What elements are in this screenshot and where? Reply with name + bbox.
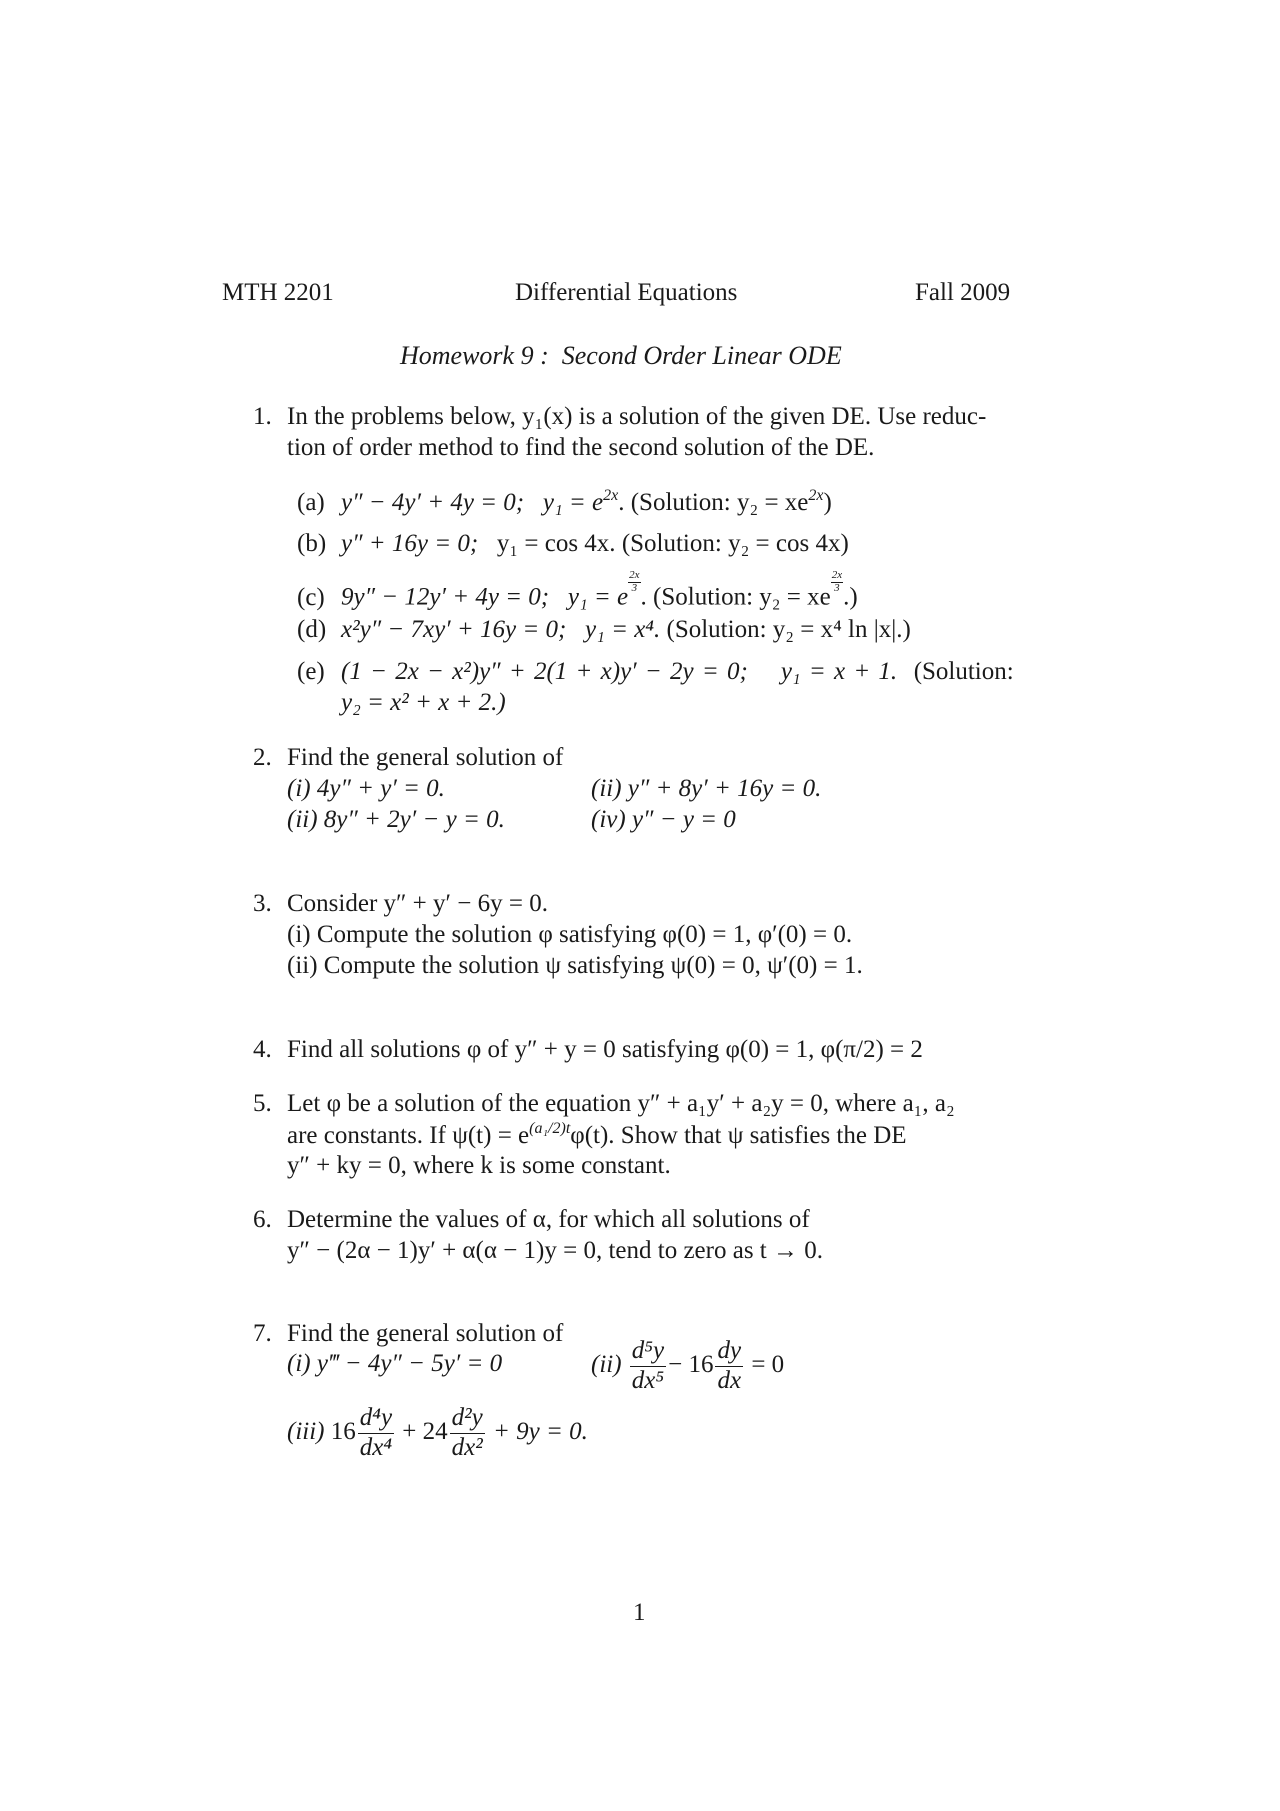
exponent: (a₁/2)t bbox=[529, 1120, 571, 1137]
answer: (Solution: y₂ = cos 4x) bbox=[621, 530, 849, 557]
problem-text: Find the general solution of bbox=[287, 1320, 564, 1347]
answer-tail: ) bbox=[823, 489, 832, 516]
item-label: (a) bbox=[297, 489, 325, 516]
problem-number: 4. bbox=[253, 1036, 272, 1063]
fraction bbox=[358, 1404, 394, 1463]
part-label: (i) bbox=[287, 775, 311, 802]
problem-number: 2. bbox=[253, 744, 272, 771]
fraction-numerator: d⁵y bbox=[630, 1337, 666, 1367]
equation: 4y″ + y′ = 0. bbox=[316, 775, 445, 802]
fraction-numerator: d²y bbox=[450, 1404, 485, 1434]
fraction-denominator: dx bbox=[717, 1366, 742, 1394]
problem-7 bbox=[253, 1318, 563, 1349]
part-label: (i) bbox=[287, 1350, 311, 1377]
problem-1-line1 bbox=[253, 401, 986, 432]
problem-1-item-d bbox=[297, 614, 911, 645]
problem-3-part-1: (i) Compute the solution φ satisfying φ(0) = 1, φ′(0) = 0. bbox=[287, 921, 853, 948]
answer: . (Solution: y₂ = xe bbox=[618, 489, 809, 516]
problem-1-item-c bbox=[297, 570, 858, 613]
problem-number: 7. bbox=[253, 1320, 272, 1347]
course-code: MTH 2201 bbox=[222, 279, 334, 306]
problem-text: In the problems below, y₁(x) is a solution of the given DE. Use reduc- bbox=[287, 403, 987, 430]
fraction-denominator: dx⁵ bbox=[631, 1366, 665, 1394]
problem-7-part-ii bbox=[591, 1337, 784, 1396]
given-solution: y₁ = x⁴. bbox=[585, 616, 661, 643]
equation: y″ − y = 0 bbox=[631, 806, 736, 833]
problem-number: 5. bbox=[253, 1090, 272, 1117]
problem-3 bbox=[253, 888, 548, 919]
homework-title-prefix: Homework 9 : bbox=[400, 341, 549, 370]
item-label: (c) bbox=[297, 583, 325, 611]
problem-text: Find all solutions φ of y″ + y = 0 satisfying φ(0) = 1, φ(π/2) = 2 bbox=[287, 1036, 923, 1063]
problem-4 bbox=[253, 1034, 923, 1065]
problem-text: Determine the values of α, for which all solutions of bbox=[287, 1206, 810, 1233]
problem-1-item-b bbox=[297, 528, 849, 559]
fraction bbox=[630, 1337, 666, 1396]
problem-1-item-e-answer: y₂ = x² + x + 2.) bbox=[341, 689, 506, 716]
equation: x²y″ − 7xy′ + 16y = 0; bbox=[341, 616, 567, 643]
given-solution: y₁ = cos 4x. bbox=[496, 530, 616, 557]
fraction bbox=[450, 1404, 485, 1463]
equation-end: + 9y = 0. bbox=[493, 1417, 588, 1445]
given-solution: y₁ = e bbox=[567, 583, 629, 611]
equation-end: = 0 bbox=[751, 1350, 785, 1378]
fraction bbox=[715, 1337, 743, 1396]
given-solution: y₁ = e bbox=[542, 489, 604, 516]
answer-tail: .) bbox=[843, 583, 858, 611]
problem-5-line2 bbox=[287, 1119, 907, 1151]
exponent: 2x bbox=[808, 487, 824, 504]
problem-3-part-2: (ii) Compute the solution ψ satisfying ψ(0) = 0, ψ′(0) = 1. bbox=[287, 952, 863, 979]
problem-5-line3: y″ + ky = 0, where k is some constant. bbox=[287, 1152, 671, 1179]
part-label: (iv) bbox=[591, 806, 626, 833]
problem-1-item-a bbox=[297, 486, 832, 518]
fraction-denominator: dx⁴ bbox=[359, 1433, 393, 1461]
part-label: (iii) bbox=[287, 1417, 325, 1445]
item-label: (b) bbox=[297, 530, 327, 557]
fraction-denominator: dx² bbox=[451, 1433, 483, 1461]
page-number: 1 bbox=[633, 1599, 646, 1626]
equation: y‴ − 4y″ − 5y′ = 0 bbox=[316, 1350, 503, 1377]
operator: − 16 bbox=[668, 1350, 714, 1378]
answer: (Solution: y₂ = x⁴ ln |x|.) bbox=[666, 616, 911, 643]
fraction-numerator: d⁴y bbox=[358, 1404, 394, 1434]
item-label: (e) bbox=[297, 658, 325, 685]
course-subject: Differential Equations bbox=[515, 279, 738, 306]
equation: (1 − 2x − x²)y″ + 2(1 + x)y′ − 2y = 0; bbox=[341, 658, 748, 685]
problem-2 bbox=[253, 742, 563, 773]
given-solution: y₁ = x + 1. bbox=[780, 658, 898, 685]
homework-title bbox=[400, 340, 842, 373]
problem-text: are constants. If ψ(t) = e bbox=[287, 1122, 530, 1149]
problem-number: 1. bbox=[253, 403, 272, 430]
problem-text: Let φ be a solution of the equation y″ + a₁y′ + a₂y = 0, where a₁, a₂ bbox=[287, 1090, 955, 1117]
problem-6-line1 bbox=[253, 1204, 810, 1235]
problem-text: Consider y″ + y′ − 6y = 0. bbox=[287, 890, 548, 917]
problem-text: Find the general solution of bbox=[287, 744, 564, 771]
answer: (Solution: bbox=[913, 658, 1014, 685]
part-label: (ii) bbox=[287, 806, 318, 833]
fraction-denominator: 3 bbox=[834, 581, 840, 594]
fraction-numerator: dy bbox=[715, 1337, 743, 1367]
term: Fall 2009 bbox=[915, 279, 1011, 306]
item-label: (d) bbox=[297, 616, 327, 643]
exponent: 2x bbox=[603, 487, 619, 504]
exponent-fraction bbox=[831, 570, 843, 594]
problem-1-line2: tion of order method to find the second solution of the DE. bbox=[287, 434, 875, 461]
fraction-numerator: 2x bbox=[629, 569, 640, 581]
coefficient: 16 bbox=[330, 1417, 356, 1445]
equation: y″ + 16y = 0; bbox=[341, 530, 479, 557]
problem-5-line1 bbox=[253, 1088, 955, 1119]
equation: 8y″ + 2y′ − y = 0. bbox=[323, 806, 505, 833]
problem-2-part-1 bbox=[287, 773, 445, 804]
problem-2-part-4 bbox=[591, 804, 736, 835]
problem-7-part-i bbox=[287, 1349, 502, 1379]
part-label: (ii) bbox=[591, 1350, 622, 1378]
fraction-denominator: 3 bbox=[631, 581, 638, 594]
problem-7-part-iii bbox=[287, 1404, 588, 1463]
problem-number: 3. bbox=[253, 890, 272, 917]
problem-1-item-e bbox=[297, 656, 1014, 687]
part-label: (ii) bbox=[591, 775, 622, 802]
problem-text: φ(t). Show that ψ satisfies the DE bbox=[570, 1122, 907, 1149]
exponent-fraction bbox=[628, 570, 640, 594]
equation: y″ − 4y′ + 4y = 0; bbox=[341, 489, 525, 516]
problem-6-line2: y″ − (2α − 1)y′ + α(α − 1)y = 0, tend to zero as t → 0. bbox=[287, 1237, 823, 1264]
equation: 9y″ − 12y′ + 4y = 0; bbox=[341, 583, 550, 611]
answer: . (Solution: y₂ = xe bbox=[640, 583, 831, 611]
equation: y″ + 8y′ + 16y = 0. bbox=[627, 775, 822, 802]
problem-2-part-3 bbox=[287, 804, 505, 835]
fraction-numerator: 2x bbox=[831, 569, 843, 581]
problem-2-part-2 bbox=[591, 773, 821, 804]
homework-title-topic: Second Order Linear ODE bbox=[561, 341, 842, 370]
coefficient: + 24 bbox=[402, 1417, 448, 1445]
problem-number: 6. bbox=[253, 1206, 272, 1233]
